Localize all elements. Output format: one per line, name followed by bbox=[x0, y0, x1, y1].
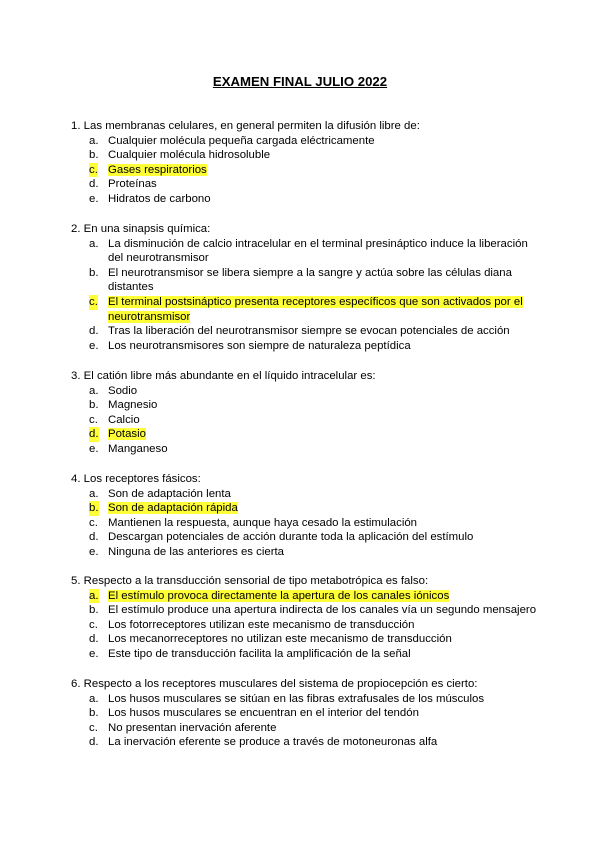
question-stem: 5. Respecto a la transducción sensorial de tipo metabotrópica es falso: bbox=[71, 575, 429, 587]
option-letter: c. bbox=[89, 516, 98, 529]
option-letter: c. bbox=[89, 618, 98, 631]
option-text: Los mecanorreceptores no utilizan este mecanismo de transducción bbox=[108, 633, 452, 646]
option-text: Son de adaptación rápida bbox=[108, 502, 238, 515]
question-1 bbox=[71, 119, 541, 207]
exam-title: EXAMEN FINAL JULIO 2022 bbox=[212, 74, 388, 89]
option-text: El estímulo provoca directamente la apertura de los canales iónicos bbox=[108, 589, 450, 602]
option-text: Los neurotransmisores son siempre de naturaleza peptídica bbox=[108, 339, 411, 352]
question-5 bbox=[71, 574, 541, 662]
question-stem: 6. Respecto a los receptores musculares del sistema de propiocepción es cierto: bbox=[71, 678, 478, 690]
option-letter: c. bbox=[89, 413, 98, 426]
option-letter: a. bbox=[89, 692, 99, 705]
option-a bbox=[71, 134, 541, 149]
option-letter: e. bbox=[89, 545, 99, 558]
option-e bbox=[71, 647, 541, 662]
options-list bbox=[71, 237, 541, 354]
option-text: Hidratos de carbono bbox=[108, 192, 211, 205]
options-list bbox=[71, 487, 541, 560]
option-letter: d. bbox=[89, 325, 99, 338]
option-text: Gases respiratorios bbox=[108, 163, 207, 176]
option-e bbox=[71, 442, 541, 457]
option-text: Los husos musculares se encuentran en el interior del tendón bbox=[108, 707, 419, 720]
option-letter: e. bbox=[89, 339, 99, 352]
option-a bbox=[71, 384, 541, 399]
question-stem: 3. El catión libre más abundante en el líquido intracelular es: bbox=[71, 370, 376, 382]
option-letter: a. bbox=[89, 487, 99, 500]
question-2 bbox=[71, 222, 541, 353]
option-text: Este tipo de transducción facilita la amplificación de la señal bbox=[108, 647, 411, 660]
option-letter: b. bbox=[89, 399, 99, 412]
options-list bbox=[71, 692, 541, 750]
option-a bbox=[71, 692, 541, 707]
option-text: El estímulo produce una apertura indirecta de los canales vía un segundo mensajero bbox=[108, 604, 537, 617]
option-text: No presentan inervación aferente bbox=[108, 721, 277, 734]
option-d bbox=[71, 324, 541, 339]
option-c-highlighted bbox=[71, 163, 541, 178]
option-text: Los fotorreceptores utilizan este mecanismo de transducción bbox=[108, 618, 415, 631]
option-text: El terminal postsináptico presenta receptores específicos que son activados por el neurotransmisor bbox=[108, 295, 523, 323]
option-text: Los husos musculares se sitúan en las fibras extrafusales de los músculos bbox=[108, 692, 485, 705]
option-a bbox=[71, 487, 541, 502]
option-d bbox=[71, 177, 541, 192]
option-c bbox=[71, 618, 541, 633]
option-b bbox=[71, 266, 541, 295]
option-text: Cualquier molécula hidrosoluble bbox=[108, 149, 271, 162]
options-list bbox=[71, 589, 541, 662]
option-b bbox=[71, 398, 541, 413]
option-letter: a. bbox=[89, 134, 99, 147]
option-letter: e. bbox=[89, 192, 99, 205]
option-d bbox=[71, 632, 541, 647]
option-letter: d. bbox=[89, 178, 99, 191]
option-letter: b. bbox=[89, 266, 99, 279]
option-text: Ninguna de las anteriores es cierta bbox=[108, 545, 285, 558]
option-text: Manganeso bbox=[108, 442, 168, 455]
option-letter: c. bbox=[89, 721, 98, 734]
question-stem: 1. Las membranas celulares, en general permiten la difusión libre de: bbox=[71, 120, 420, 132]
option-c bbox=[71, 516, 541, 531]
option-text: Potasio bbox=[108, 428, 146, 441]
option-text: La disminución de calcio intracelular en el terminal presináptico induce la liberación del neurotransmisor bbox=[108, 237, 528, 265]
option-letter: d. bbox=[89, 633, 99, 646]
option-text: La inervación eferente se produce a través de motoneuronas alfa bbox=[108, 736, 438, 749]
question-4 bbox=[71, 472, 541, 560]
option-c bbox=[71, 721, 541, 736]
question-6 bbox=[71, 677, 541, 750]
option-letter: a. bbox=[89, 589, 99, 602]
option-letter: c. bbox=[89, 295, 98, 308]
option-letter: b. bbox=[89, 604, 99, 617]
option-letter: e. bbox=[89, 442, 99, 455]
option-text: Tras la liberación del neurotransmisor siempre se evocan potenciales de acción bbox=[108, 325, 510, 338]
option-text: El neurotransmisor se libera siempre a la sangre y actúa sobre las células diana distantes bbox=[108, 266, 512, 294]
options-list bbox=[71, 384, 541, 457]
option-text: Calcio bbox=[108, 413, 140, 426]
option-text: Mantienen la respuesta, aunque haya cesado la estimulación bbox=[108, 516, 418, 529]
option-b bbox=[71, 603, 541, 618]
option-text: Proteínas bbox=[108, 178, 157, 191]
option-letter: d. bbox=[89, 736, 99, 749]
options-list bbox=[71, 134, 541, 207]
option-letter: b. bbox=[89, 502, 99, 515]
option-letter: c. bbox=[89, 163, 98, 176]
question-3 bbox=[71, 369, 541, 457]
option-text: Magnesio bbox=[108, 399, 158, 412]
option-c bbox=[71, 413, 541, 428]
option-letter: e. bbox=[89, 647, 99, 660]
option-text: Sodio bbox=[108, 384, 138, 397]
option-d bbox=[71, 530, 541, 545]
option-text: Son de adaptación lenta bbox=[108, 487, 231, 500]
option-letter: d. bbox=[89, 531, 99, 544]
option-letter: d. bbox=[89, 428, 99, 441]
option-b bbox=[71, 148, 541, 163]
question-stem: 2. En una sinapsis química: bbox=[71, 223, 211, 235]
option-text: Descargan potenciales de acción durante toda la aplicación del estímulo bbox=[108, 531, 474, 544]
option-e bbox=[71, 339, 541, 354]
option-b-highlighted bbox=[71, 501, 541, 516]
option-b bbox=[71, 706, 541, 721]
option-c-highlighted bbox=[71, 295, 541, 324]
option-a-highlighted bbox=[71, 589, 541, 604]
option-letter: b. bbox=[89, 149, 99, 162]
option-letter: a. bbox=[89, 384, 99, 397]
option-a bbox=[71, 237, 541, 266]
option-d-highlighted bbox=[71, 427, 541, 442]
question-stem: 4. Los receptores fásicos: bbox=[71, 473, 201, 485]
option-text: Cualquier molécula pequeña cargada eléctricamente bbox=[108, 134, 375, 147]
option-d bbox=[71, 735, 541, 750]
option-e bbox=[71, 545, 541, 560]
option-e bbox=[71, 192, 541, 207]
option-letter: b. bbox=[89, 707, 99, 720]
option-letter: a. bbox=[89, 237, 99, 250]
